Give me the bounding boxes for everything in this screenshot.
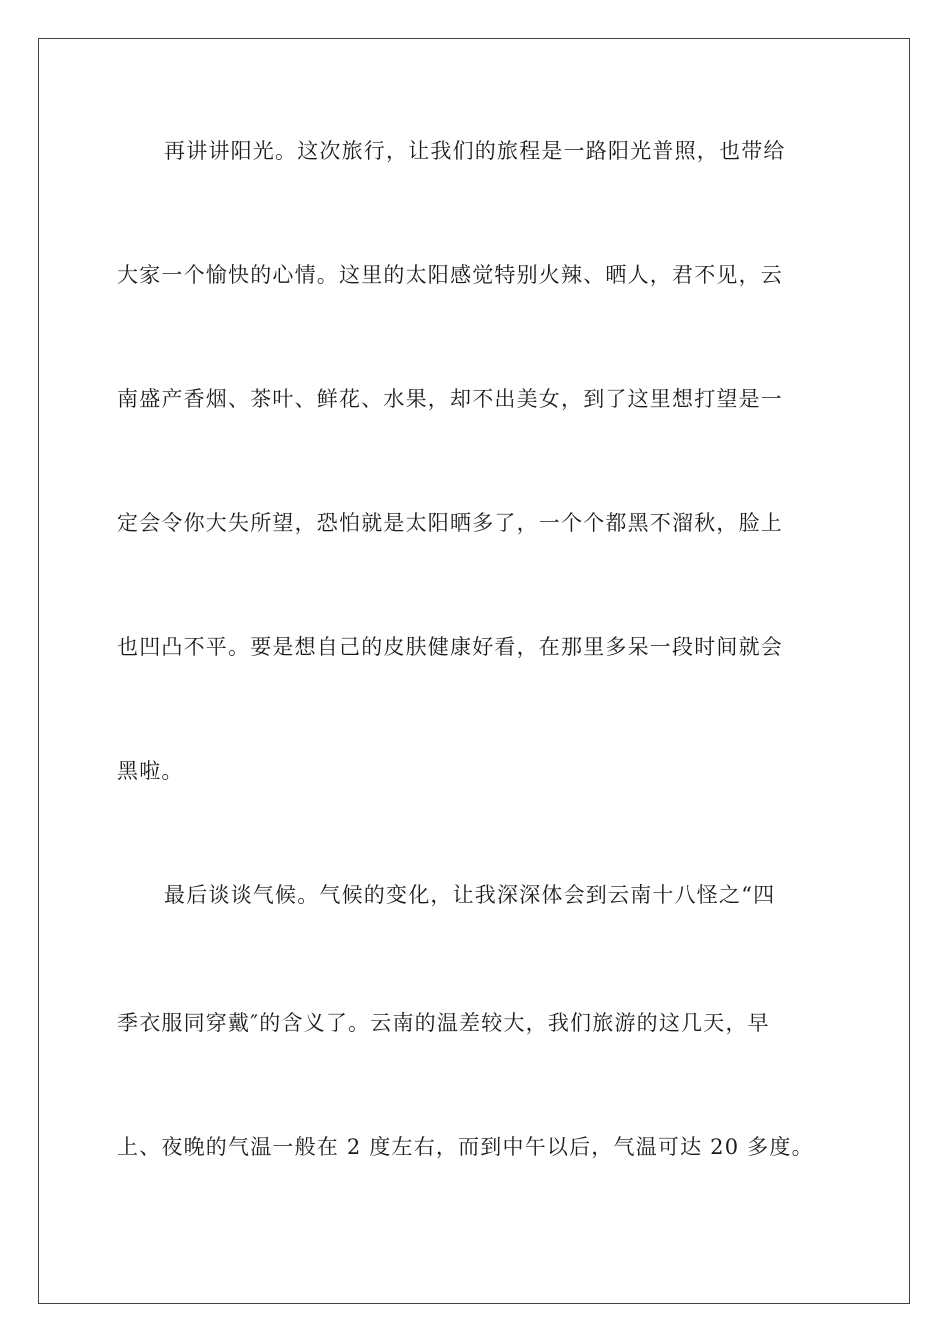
text-line: 季衣服同穿戴″的含义了。云南的温差较大，我们旅游的这几天，早 (117, 1011, 770, 1035)
text-line: 大家一个愉快的心情。这里的太阳感觉特别火辣、晒人，君不见，云 (117, 263, 783, 287)
text-line: 南盛产香烟、茶叶、鲜花、水果，却不出美女，到了这里想打望是一 (117, 387, 783, 411)
text-line: 也凹凸不平。要是想自己的皮肤健康好看，在那里多呆一段时间就会 (117, 635, 783, 659)
text-line: 定会令你大失所望，恐怕就是太阳晒多了，一个个都黑不溜秋，脸上 (117, 511, 783, 535)
text-line: 最后谈谈气候。气候的变化，让我深深体会到云南十八怪之“四 (164, 883, 776, 907)
text-line: 再讲讲阳光。这次旅行，让我们的旅程是一路阳光普照，也带给 (164, 139, 786, 163)
text-line: 黑啦。 (117, 759, 184, 783)
page-border (38, 38, 910, 1304)
text-line: 上、夜晚的气温一般在 2 度左右，而到中午以后，气温可达 20 多度。 (117, 1135, 814, 1159)
